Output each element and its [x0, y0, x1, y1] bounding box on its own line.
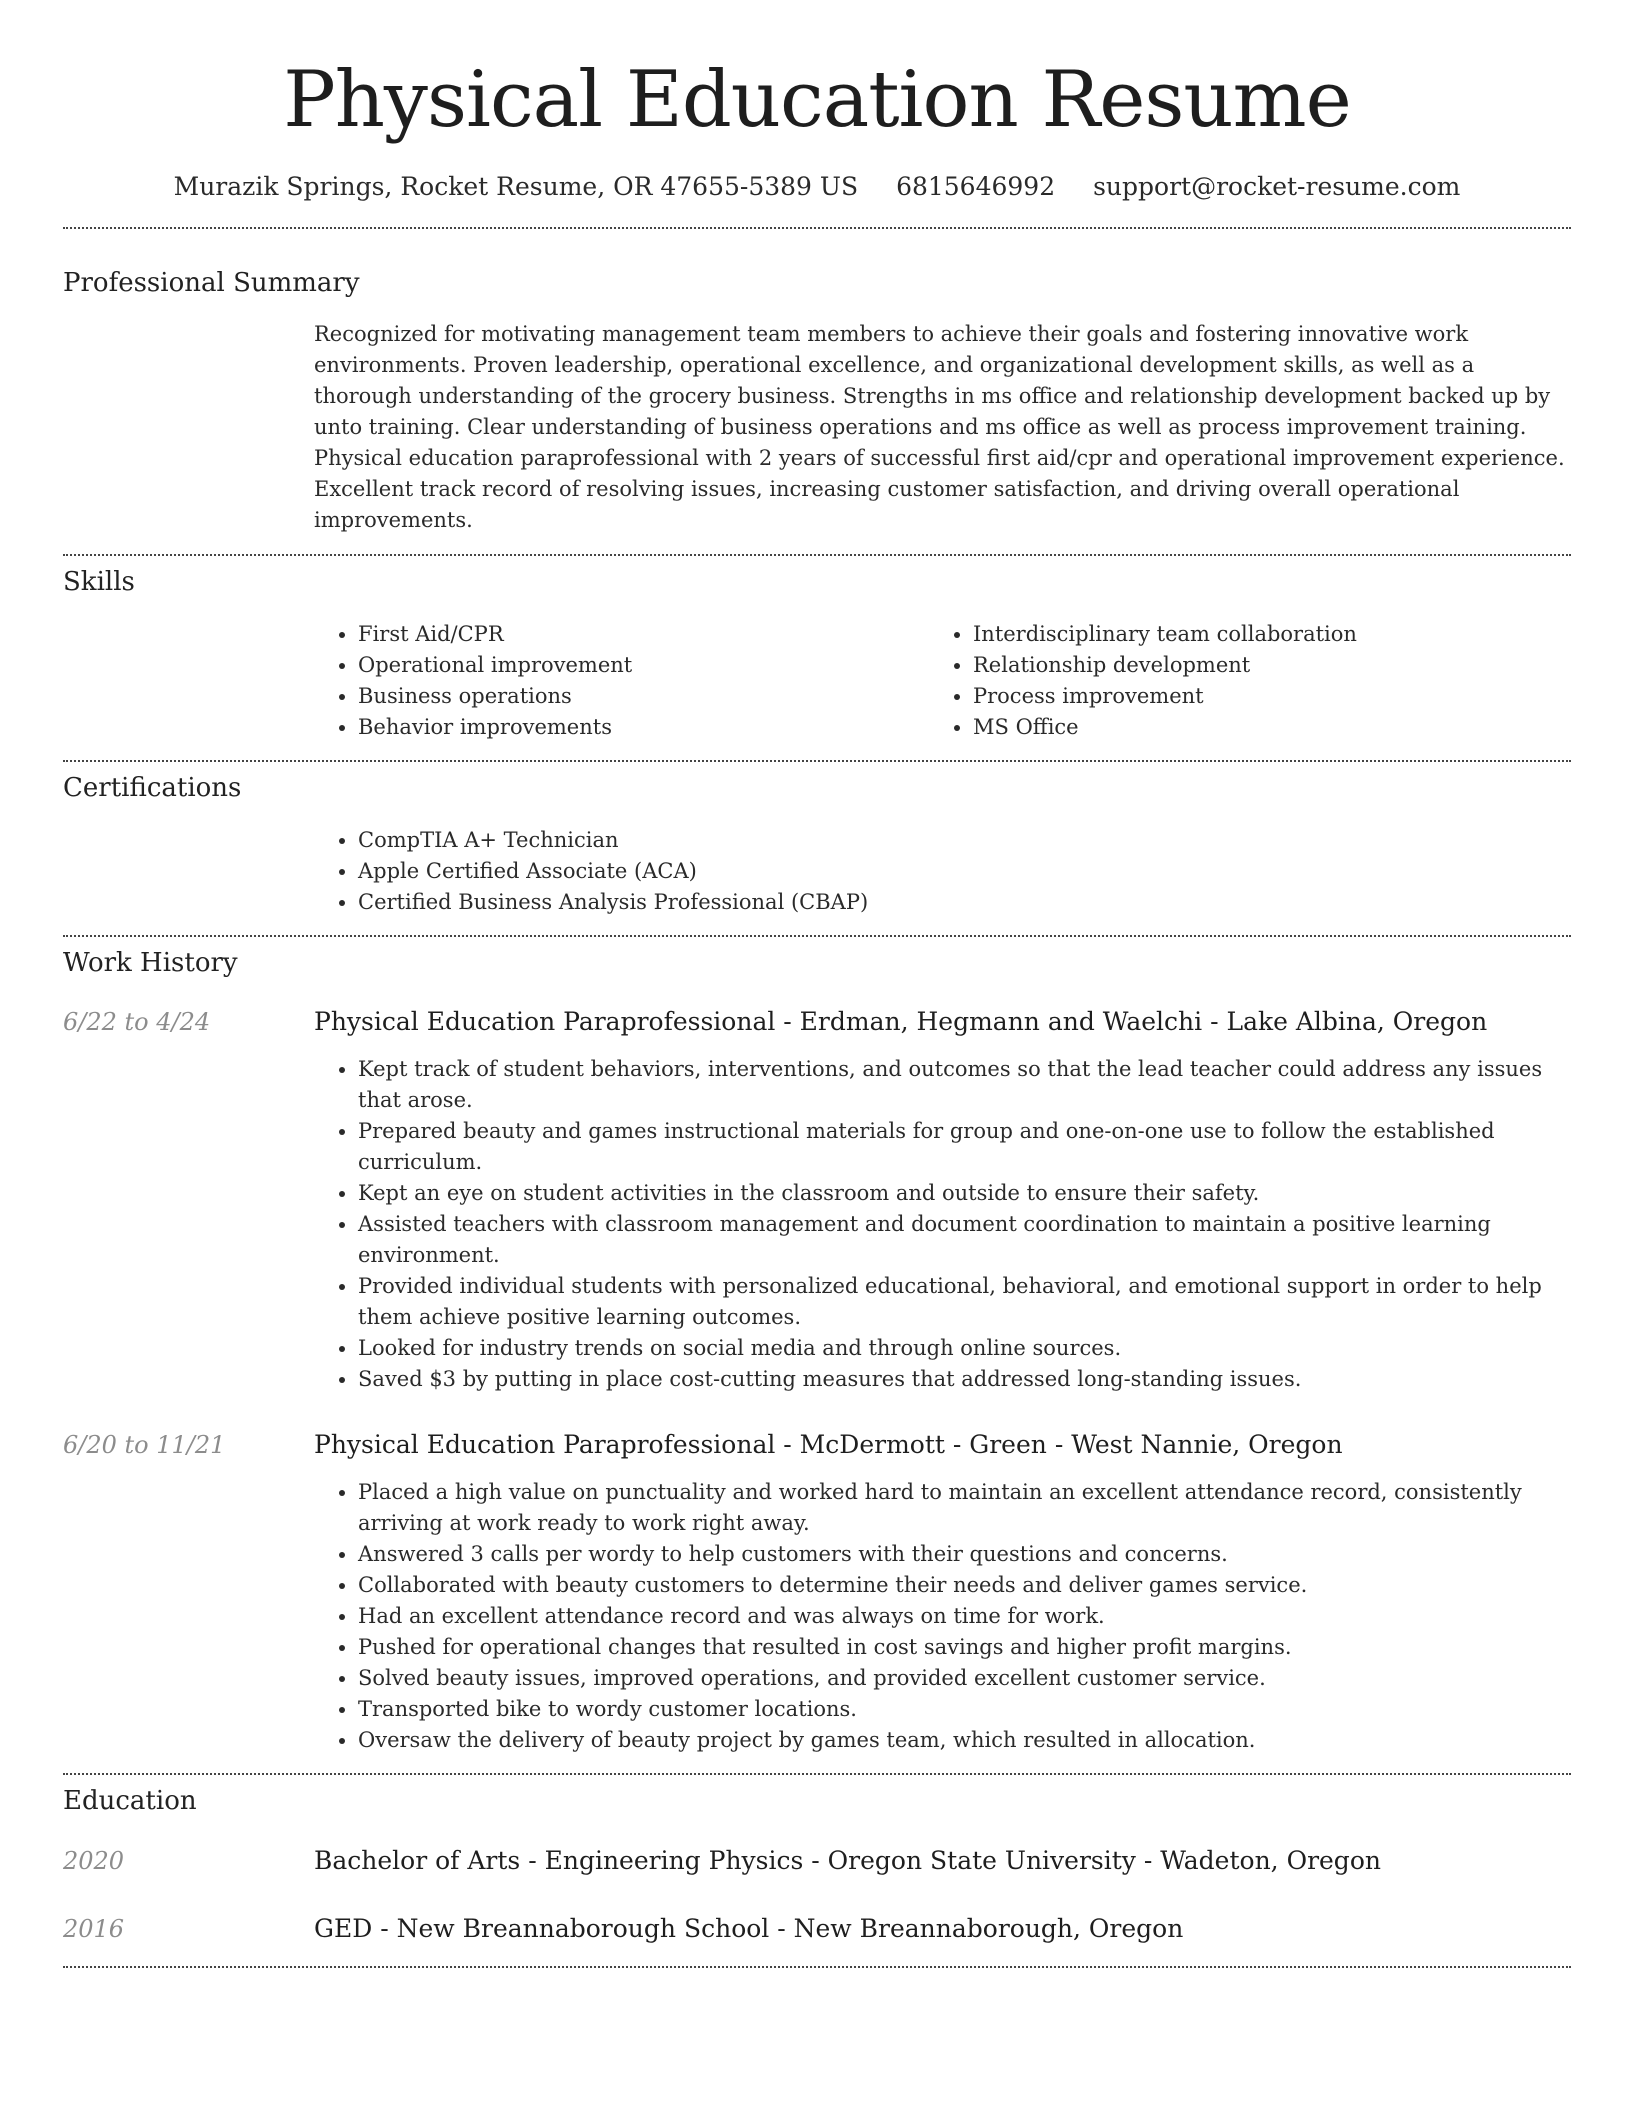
job-dates: 6/20 to 11/21 [63, 1431, 226, 1459]
contact-line [63, 170, 1571, 204]
job-bullet: • Transported bike to wordy customer locations. [358, 1694, 1571, 1725]
education-entry [63, 1912, 1571, 1946]
education-degree: GED - New Breannaborough School - New Breannaborough, Oregon [314, 1914, 1184, 1943]
certifications-section [63, 762, 1571, 918]
job-bullet: • Had an excellent attendance record and was always on time for work. [358, 1601, 1571, 1632]
education-degree: Bachelor of Arts - Engineering Physics - Oregon State University - Wadeton, Oregon [314, 1846, 1381, 1875]
job-dates: 6/22 to 4/24 [63, 1008, 211, 1036]
skill-item: • Process improvement [973, 681, 1571, 712]
section-heading-work-history: Work History [63, 948, 238, 978]
skill-item: • First Aid/CPR [358, 619, 929, 650]
job-bullet: • Solved beauty issues, improved operations, and provided excellent customer service. [358, 1663, 1571, 1694]
section-heading-certifications: Certifications [63, 773, 242, 803]
contact-phone: 6815646992 [896, 172, 1056, 201]
summary-content [314, 319, 1571, 536]
certification-item: • Apple Certified Associate (ACA) [358, 856, 1571, 887]
job-bullet: • Prepared beauty and games instructional materials for group and one-on-one use to follow the established curriculum. [358, 1116, 1571, 1178]
job-entry [63, 1428, 1571, 1756]
education-section [63, 1775, 1571, 1946]
job-bullet: • Placed a high value on punctuality and worked hard to maintain an excellent attendance record, consistently arriving at work ready to work right away. [358, 1477, 1571, 1539]
page-title: Physical Education Resume [283, 55, 1351, 145]
skill-item: • MS Office [973, 712, 1571, 743]
job-bullet: • Collaborated with beauty customers to determine their needs and deliver games service. [358, 1570, 1571, 1601]
skill-item: • Behavior improvements [358, 712, 929, 743]
job-bullet: • Saved $3 by putting in place cost-cutting measures that addressed long-standing issues. [358, 1364, 1571, 1395]
certification-item: • CompTIA A+ Technician [358, 825, 1571, 856]
job-bullet: • Kept an eye on student activities in the classroom and outside to ensure their safety. [358, 1178, 1571, 1209]
job-title: Physical Education Paraprofessional - Erdman, Hegmann and Waelchi - Lake Albina, Oregon [314, 1007, 1488, 1036]
job-bullet: • Oversaw the delivery of beauty project by games team, which resulted in allocation. [358, 1725, 1571, 1756]
job-bullets [314, 1054, 1571, 1395]
skill-item: • Business operations [358, 681, 929, 712]
certifications-list [314, 825, 1571, 918]
contact-address: Murazik Springs, Rocket Resume, OR 47655-5389 US [173, 172, 859, 201]
summary-section [63, 229, 1571, 536]
skills-column-left [314, 619, 929, 743]
skills-section [63, 556, 1571, 743]
section-heading-skills: Skills [63, 567, 135, 597]
job-bullets [314, 1477, 1571, 1756]
job-bullet: • Looked for industry trends on social media and through online sources. [358, 1333, 1571, 1364]
job-title: Physical Education Paraprofessional - McDermott - Green - West Nannie, Oregon [314, 1430, 1343, 1459]
skill-item: • Operational improvement [358, 650, 929, 681]
skills-list [314, 619, 1571, 743]
job-bullet: • Assisted teachers with classroom management and document coordination to maintain a positive learning environment. [358, 1209, 1571, 1271]
job-bullet: • Answered 3 calls per wordy to help customers with their questions and concerns. [358, 1539, 1571, 1570]
section-heading-summary: Professional Summary [63, 268, 360, 298]
skills-column-right [929, 619, 1571, 743]
job-bullet: • Kept track of student behaviors, interventions, and outcomes so that the lead teacher could address any issues that arose. [358, 1054, 1571, 1116]
certification-item: • Certified Business Analysis Professional (CBAP) [358, 887, 1571, 918]
section-heading-education: Education [63, 1786, 197, 1816]
contact-email: support@rocket-resume.com [1093, 172, 1461, 201]
work-history-section [63, 937, 1571, 1756]
education-entry [63, 1844, 1571, 1878]
divider [63, 1966, 1571, 1968]
education-year: 2020 [63, 1847, 125, 1875]
skill-item: • Relationship development [973, 650, 1571, 681]
job-bullet: • Provided individual students with personalized educational, behavioral, and emotional support in order to help them achieve positive learning outcomes. [358, 1271, 1571, 1333]
summary-text: Recognized for motivating management team members to achieve their goals and fostering innovative work environments. Proven leadership, operational excellence, and organizational development skills, as well as a thorough understanding of the grocery business. Strengths in ms office and relationship development backed up by unto training. Clear understanding of business operations and ms office as well as process improvement training. Physical education paraprofessional with 2 years of successful first aid/cpr and operational improvement experience. Excellent track record of resolving issues, increasing customer satisfaction, and driving overall operational improvements. [314, 322, 1565, 532]
job-bullet: • Pushed for operational changes that resulted in cost savings and higher profit margins. [358, 1632, 1571, 1663]
education-year: 2016 [63, 1915, 125, 1943]
skill-item: • Interdisciplinary team collaboration [973, 619, 1571, 650]
job-entry [63, 1005, 1571, 1395]
